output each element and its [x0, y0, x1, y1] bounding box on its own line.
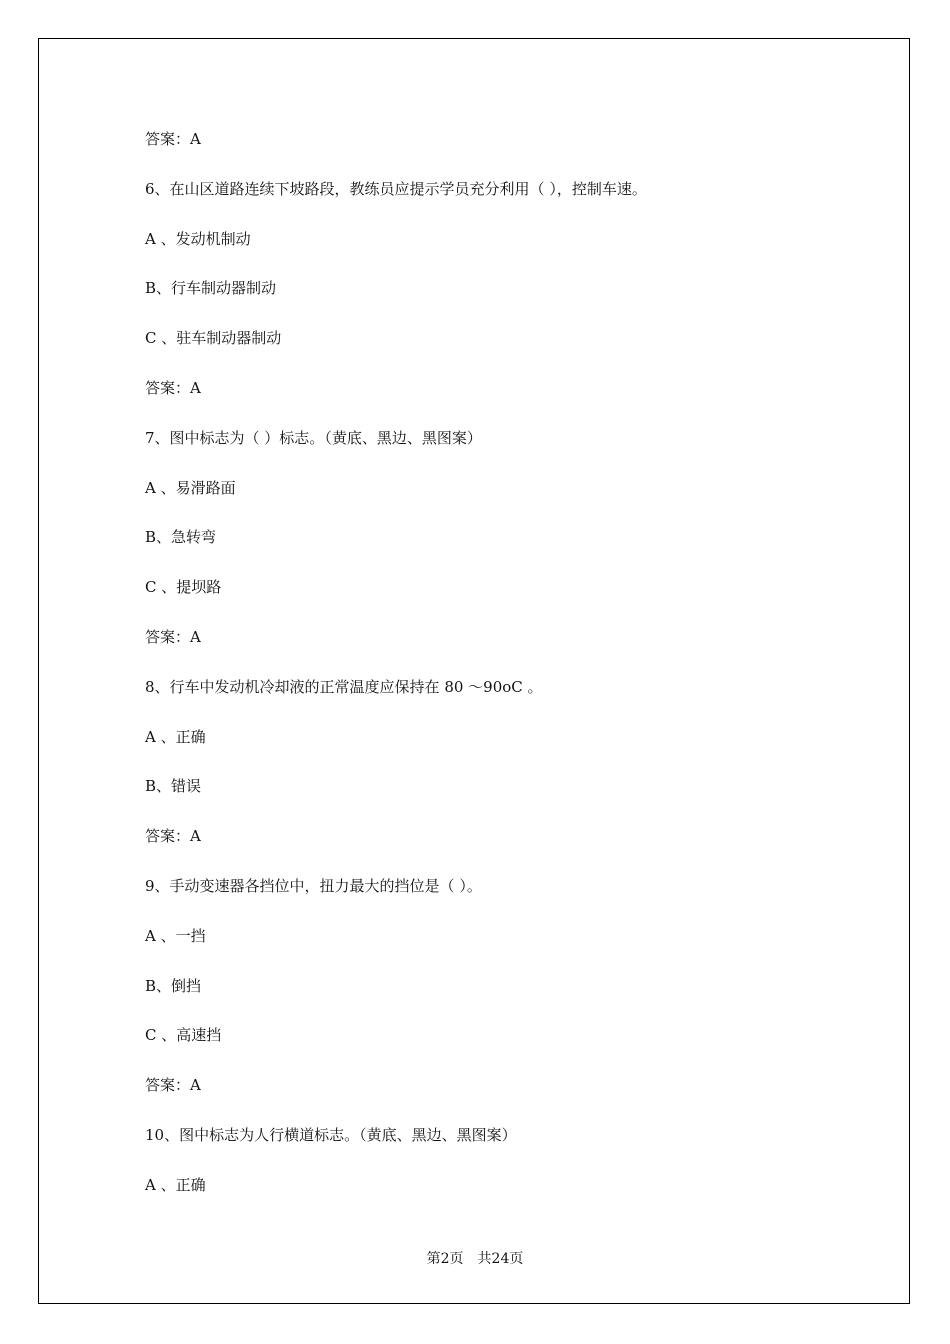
- question-6: 6、在山区道路连续下坡路段，教练员应提示学员充分利用（ ），控制车速。: [145, 179, 647, 198]
- answer-line: 答案：A: [145, 627, 201, 646]
- option-a: A 、发动机制动: [145, 229, 251, 248]
- answer-line: 答案：A: [145, 1076, 201, 1095]
- answer-line: 答案：A: [145, 378, 201, 397]
- option-c: C 、驻车制动器制动: [145, 329, 282, 348]
- question-content: [145, 128, 885, 1224]
- option-a: A 、易滑路面: [145, 478, 236, 497]
- option-c: C 、高速挡: [145, 1026, 222, 1045]
- answer-line: 答案：A: [145, 130, 201, 148]
- answer-line: 答案：A: [145, 827, 201, 846]
- option-c: C 、提坝路: [145, 578, 222, 597]
- option-a: A 、正确: [145, 1175, 206, 1194]
- question-7: 7、图中标志为（ ）标志。（黄底、黑边、黑图案）: [145, 428, 482, 447]
- page-number-current: 第2页: [426, 1251, 464, 1267]
- option-b: B、行车制动器制动: [145, 279, 277, 298]
- option-b: B、错误: [145, 777, 202, 796]
- question-9: 9、手动变速器各挡位中，扭力最大的挡位是（ ）。: [145, 876, 482, 895]
- question-8: 8、行车中发动机冷却液的正常温度应保持在 80 ～90oC 。: [145, 677, 543, 696]
- option-b: B、急转弯: [145, 528, 217, 547]
- option-a: A 、正确: [145, 727, 206, 746]
- page-number-total: 共24页: [477, 1251, 524, 1267]
- question-10: 10、图中标志为人行横道标志。（黄底、黑边、黑图案）: [145, 1125, 517, 1144]
- option-b: B、倒挡: [145, 976, 202, 995]
- option-a: A 、一挡: [145, 926, 206, 945]
- page-footer: [0, 1248, 950, 1268]
